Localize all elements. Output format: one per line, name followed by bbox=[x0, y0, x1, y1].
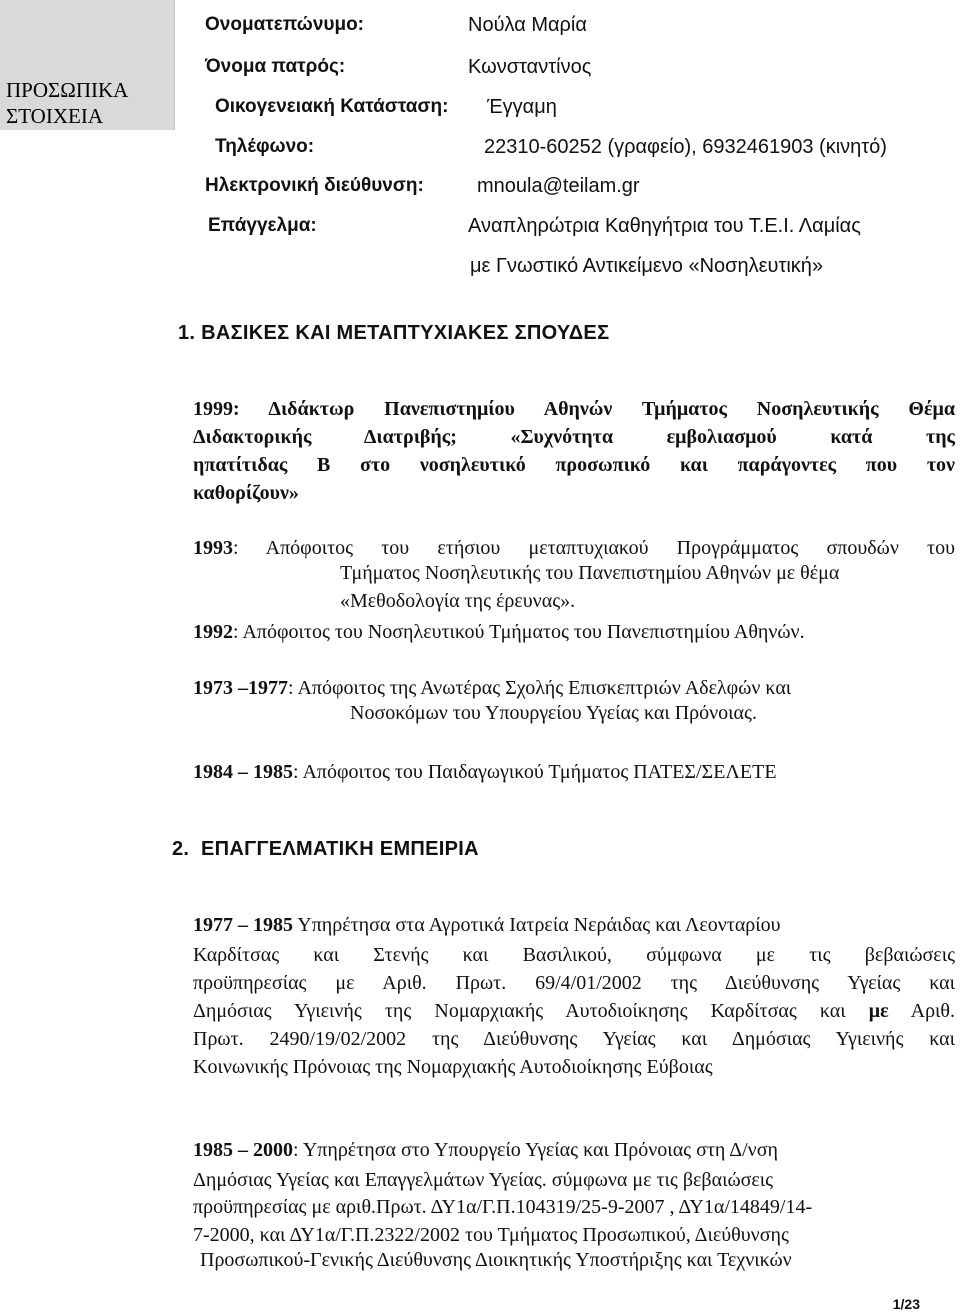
name-label: Ονοματεπώνυμο: bbox=[205, 14, 365, 35]
entry-1984-year: 1984 – 1985 bbox=[193, 761, 293, 783]
section1-heading bbox=[178, 322, 609, 345]
entry-1999-line3: ηπατίτιδας Β στο νοσηλευτικό προσωπικό και παράγοντες που τον bbox=[193, 454, 955, 476]
entry-1973-line2: Νοσοκόμων του Υπουργείου Υγείας και Πρόνοιας. bbox=[350, 702, 757, 724]
section-label-box bbox=[0, 0, 175, 130]
phone-label: Τηλέφωνο: bbox=[215, 136, 315, 157]
email-value: mnoula@teilam.gr bbox=[477, 175, 640, 197]
entry-1992-year: 1992 bbox=[193, 621, 233, 643]
entry-1999-line4: καθορίζουν» bbox=[193, 482, 299, 504]
job-value-line1: Αναπληρώτρια Καθηγήτρια του Τ.Ε.Ι. Λαμίας bbox=[468, 215, 861, 237]
work-1985-line1: 1985 – 2000: Υπηρέτησα στο Υπουργείο Υγείας και Πρόνοιας στη Δ/νση bbox=[193, 1139, 778, 1161]
job-label: Επάγγελμα: bbox=[208, 215, 317, 236]
email-label: Ηλεκτρονική διεύθυνση: bbox=[205, 175, 424, 196]
work-1985-year: 1985 – 2000 bbox=[193, 1139, 293, 1161]
section2-title: ΕΠΑΓΓΕΛΜΑΤΙΚΗ ΕΜΠΕΙΡΙΑ bbox=[201, 838, 479, 860]
page-number: 1/23 bbox=[892, 1296, 920, 1312]
work-1985-line3: προϋπηρεσίας με αριθ.Πρωτ. ΔΥ1α/Γ.Π.104319/25-9-2007 , ΔΥ1α/14849/14- bbox=[193, 1196, 813, 1218]
section1-title: ΒΑΣΙΚΕΣ ΚΑΙ ΜΕΤΑΠΤΥΧΙΑΚΕΣ ΣΠΟΥΔΕΣ bbox=[201, 322, 610, 344]
entry-1984: 1984 – 1985: Απόφοιτος του Παιδαγωγικού Τμήματος ΠΑΤΕΣ/ΣΕΛΕΤΕ bbox=[193, 761, 777, 783]
name-value: Νούλα Μαρία bbox=[468, 14, 587, 36]
entry-1993-line1: 1993: Απόφοιτος του ετήσιου μεταπτυχιακού Προγράμματος σπουδών του bbox=[193, 537, 955, 559]
entry-1999-line2: Διδακτορικής Διατριβής; «Συχνότητα εμβολιασμού κατά της bbox=[193, 426, 955, 448]
entry-1973-year: 1973 –1977 bbox=[193, 677, 288, 699]
marital-value: Έγγαμη bbox=[487, 96, 557, 118]
entry-1993-year: 1993 bbox=[193, 537, 233, 559]
work-1977-year: 1977 – 1985 bbox=[193, 914, 293, 936]
phone-value: 22310-60252 (γραφείο), 6932461903 (κινητό) bbox=[484, 136, 887, 158]
section2-number: 2. bbox=[172, 838, 190, 860]
work-1977-line5: Πρωτ. 2490/19/02/2002 της Διεύθυνσης Υγείας και Δημόσιας Υγιεινής και bbox=[193, 1028, 955, 1050]
work-1977-line6: Κοινωνικής Πρόνοιας της Νομαρχιακής Αυτοδιοίκησης Εύβοιας bbox=[193, 1056, 713, 1078]
work-1985-line4: 7-2000, και ΔΥ1α/Γ.Π.2322/2002 του Τμήματος Προσωπικού, Διεύθυνσης bbox=[193, 1224, 789, 1246]
work-1977-line1: 1977 – 1985 Υπηρέτησα στα Αγροτικά Ιατρεία Νεράιδας και Λεονταρίου bbox=[193, 914, 781, 936]
section1-number: 1. bbox=[178, 322, 196, 344]
entry-1999-line1: 1999: Διδάκτωρ Πανεπιστημίου Αθηνών Τμήματος Νοσηλευτικής Θέμα bbox=[193, 398, 955, 420]
section-label-personal: ΠΡΟΣΩΠΙΚΑ ΣΤΟΙΧΕΙΑ bbox=[6, 78, 128, 128]
job-value-line2: με Γνωστικό Αντικείμενο «Νοσηλευτική» bbox=[470, 255, 824, 277]
entry-1973-line1: 1973 –1977: Απόφοιτος της Ανωτέρας Σχολής Επισκεπτριών Αδελφών και bbox=[193, 677, 792, 699]
entry-1993-line2: Τμήματος Νοσηλευτικής του Πανεπιστημίου Αθηνών με θέμα bbox=[340, 562, 840, 584]
work-1977-line2: Καρδίτσας και Στενής και Βασιλικού, σύμφωνα με τις βεβαιώσεις bbox=[193, 944, 955, 966]
entry-1993-line3: «Μεθοδολογία της έρευνας». bbox=[340, 590, 576, 612]
marital-label: Οικογενειακή Κατάσταση: bbox=[215, 96, 449, 117]
father-label: Όνομα πατρός: bbox=[205, 56, 346, 77]
work-1977-line3: προϋπηρεσίας με Αριθ. Πρωτ. 69/4/01/2002 της Διεύθυνσης Υγείας και bbox=[193, 972, 955, 994]
father-value: Κωνσταντίνος bbox=[468, 56, 592, 78]
work-1977-line4: Δημόσιας Υγιεινής της Νομαρχιακής Αυτοδιοίκησης Καρδίτσας και με Αριθ. bbox=[193, 1000, 956, 1022]
entry-1992: 1992: Απόφοιτος του Νοσηλευτικού Τμήματος του Πανεπιστημίου Αθηνών. bbox=[193, 621, 805, 643]
work-1985-line2: Δημόσιας Υγείας και Επαγγελμάτων Υγείας. σύμφωνα με τις βεβαιώσεις bbox=[193, 1169, 774, 1191]
work-1985-line5: Προσωπικού-Γενικής Διεύθυνσης Διοικητικής Υποστήριξης και Τεχνικών bbox=[200, 1249, 792, 1271]
section2-heading bbox=[172, 838, 479, 861]
